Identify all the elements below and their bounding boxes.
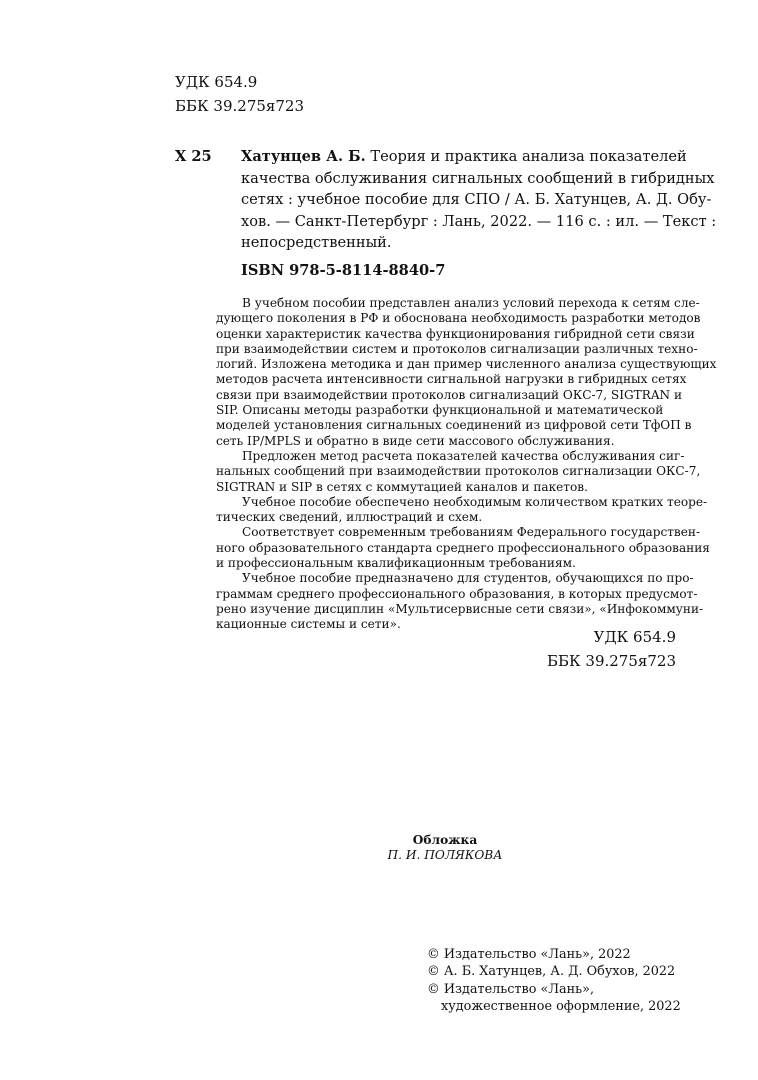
- bibliographic-record: [175, 146, 717, 254]
- annotation-line: Соответствует современным требованиям Федерального государствен-: [242, 525, 701, 540]
- cover-credit: [360, 833, 530, 863]
- bbk-code: ББК 39.275я723: [175, 97, 305, 115]
- annotation-line: тических сведений, иллюстраций и схем.: [216, 510, 483, 525]
- annotation-line: кационные системы и сети».: [216, 617, 401, 632]
- cover-designer: П. И. ПОЛЯКОВА: [387, 848, 503, 862]
- annotation-line: методов расчета интенсивности сигнальной нагрузки в гибридных сетях: [216, 372, 687, 387]
- classification-header: [175, 70, 304, 118]
- annotation-line: при взаимодействии систем и протоколов сигнализации различных техно-: [216, 341, 698, 356]
- annotation-line: Учебное пособие обеспечено необходимым количеством кратких теоре-: [242, 494, 708, 509]
- biblio-line-4: хов. — Санкт-Петербург : Лань, 2022. — 116 с. : ил. — Текст :: [241, 212, 717, 230]
- copyright-block: [427, 946, 681, 1015]
- annotation-line: SIGTRAN и SIP в сетях с коммутацией каналов и пакетов.: [216, 479, 588, 494]
- biblio-line-5: непосредственный.: [241, 234, 392, 251]
- annotation-line: дующего поколения в РФ и обоснована необходимость разработки методов: [216, 311, 701, 326]
- annotation-line: ного образовательного стандарта среднего профессионального образования: [216, 540, 710, 555]
- udk-code: УДК 654.9: [593, 628, 676, 646]
- annotation-line: В учебном пособии представлен анализ условий перехода к сетям сле-: [242, 296, 700, 310]
- annotation-line: Учебное пособие предназначено для студентов, обучающихся по про-: [242, 571, 694, 586]
- annotation-line: нальных сообщений при взаимодействии протоколов сигнализации ОКС-7,: [216, 464, 701, 479]
- isbn-number: ISBN 978-5-8114-8840-7: [241, 262, 446, 279]
- annotation-line: и профессиональным квалификационным требованиям.: [216, 556, 576, 571]
- copyright-line: © Издательство «Лань»,: [427, 981, 595, 997]
- udk-code: УДК 654.9: [175, 73, 258, 91]
- copyright-line: © А. Б. Хатунцев, А. Д. Обухов, 2022: [427, 964, 676, 980]
- book-title: Теория и практика анализа показателей: [370, 148, 687, 165]
- annotation-line: оценки характеристик качества функционирования гибридной сети связи: [216, 326, 695, 341]
- annotation-line: рено изучение дисциплин «Мультисервисные сети связи», «Инфокоммуни-: [216, 601, 704, 616]
- author-name: Хатунцев А. Б.: [241, 148, 366, 165]
- annotation-line: Предложен метод расчета показателей качества обслуживания сиг-: [242, 448, 685, 463]
- copyright-line: художественное оформление, 2022: [441, 998, 681, 1014]
- annotation-line: SIP. Описаны методы разработки функциональной и математической: [216, 403, 664, 418]
- annotation-line: моделей установления сигнальных соединений из цифровой сети ТфОП в: [216, 418, 692, 433]
- author-sign: Х 25: [175, 148, 212, 165]
- bibliographic-description: [241, 146, 717, 254]
- annotation-line: сеть IP/MPLS и обратно в виде сети массового обслуживания.: [216, 433, 615, 448]
- annotation-line: граммам среднего профессионального образования, в которых предусмот-: [216, 586, 698, 601]
- copyright-line: © Издательство «Лань», 2022: [427, 947, 631, 962]
- bbk-code: ББК 39.275я723: [546, 652, 676, 670]
- annotation: [216, 296, 717, 633]
- biblio-line-1: [241, 146, 685, 168]
- biblio-line-2: качества обслуживания сигнальных сообщений в гибридных: [241, 169, 715, 187]
- annotation-line: логий. Изложена методика и дан пример численного анализа существующих: [216, 357, 717, 372]
- biblio-line-3: сетях : учебное пособие для СПО / А. Б. Хатунцев, А. Д. Обу-: [241, 191, 712, 208]
- annotation-line: связи при взаимодействии протоколов сигнализаций ОКС-7, SIGTRAN и: [216, 387, 683, 402]
- classification-footer: [547, 625, 676, 673]
- cover-label: Обложка: [412, 833, 478, 847]
